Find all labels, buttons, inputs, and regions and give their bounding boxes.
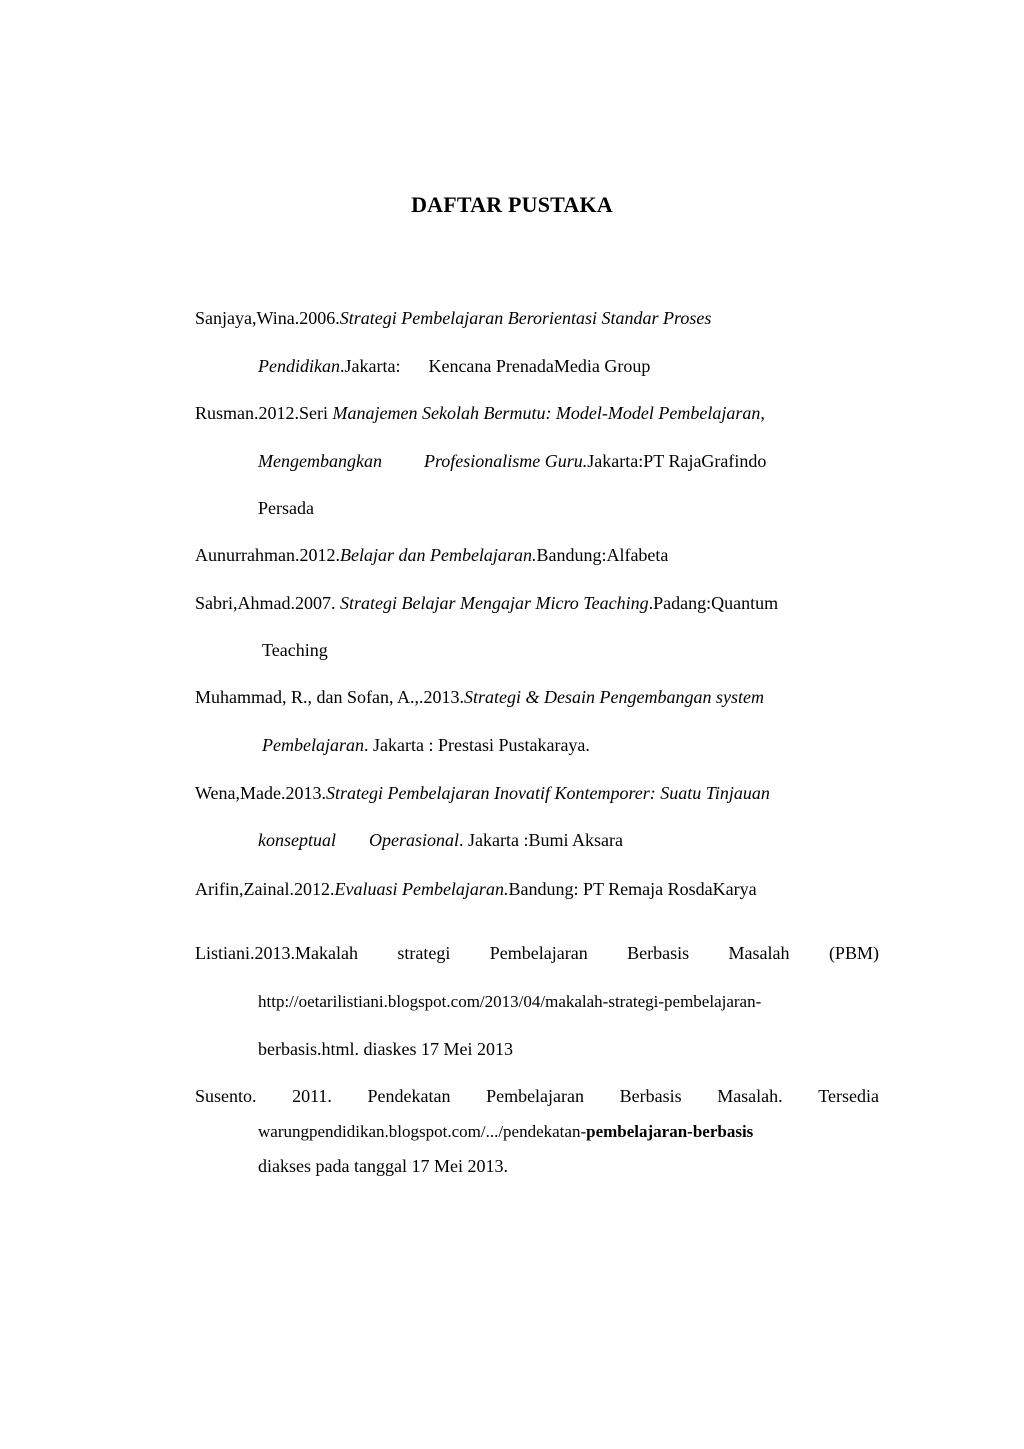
ref-susento-line-3: diakses pada tanggal 17 Mei 2013. xyxy=(258,1156,508,1176)
ref-publisher: . Jakarta :Bumi Aksara xyxy=(459,830,623,850)
ref-publisher: .Padang:Quantum xyxy=(648,593,779,613)
ref-aunurrahman xyxy=(195,543,668,567)
ref-title: Strategi Pembelajaran Inovatif Kontemporer: Suatu Tinjauan xyxy=(326,783,770,803)
ref-susento-line-1 xyxy=(195,1084,879,1108)
ref-listiani-line-1 xyxy=(195,941,879,965)
ref-word: Masalah. xyxy=(717,1086,783,1106)
ref-rusman-line-1 xyxy=(195,401,765,425)
ref-word: Pembelajaran xyxy=(489,943,588,963)
ref-arifin xyxy=(195,877,757,901)
ref-author-year: Sabri,Ahmad.2007. xyxy=(195,593,340,613)
ref-place: .Jakarta: xyxy=(339,356,401,376)
ref-word: Tersedia xyxy=(818,1086,879,1106)
ref-title-cont-2: Profesionalisme Guru. xyxy=(423,451,588,471)
ref-title-cont: Mengembangkan xyxy=(258,451,382,471)
ref-author-year: Rusman.2012.Seri xyxy=(195,403,333,423)
ref-word: Susento. xyxy=(195,1086,257,1106)
ref-word: Pendekatan xyxy=(367,1086,451,1106)
ref-title-cont: Pendidikan xyxy=(258,356,340,376)
ref-title: Evaluasi Pembelajaran. xyxy=(334,879,509,899)
ref-listiani-line-3: berbasis.html. diaskes 17 Mei 2013 xyxy=(258,1039,513,1059)
ref-sabri-line-1 xyxy=(195,591,778,615)
ref-word: Berbasis xyxy=(619,1086,682,1106)
ref-author-year: Muhammad, R., dan Sofan, A.,.2013. xyxy=(195,687,464,707)
ref-sabri-line-2: Teaching xyxy=(262,640,328,660)
ref-word: Masalah xyxy=(728,943,790,963)
ref-word: (PBM) xyxy=(828,943,879,963)
ref-word: Listiani.2013.Makalah xyxy=(195,943,358,963)
ref-wena-line-2 xyxy=(258,828,623,852)
ref-url-bold: pembelajaran-berbasis xyxy=(586,1122,754,1141)
ref-word: Pembelajaran xyxy=(486,1086,585,1106)
ref-muhammad-line-2 xyxy=(262,733,590,757)
ref-rusman-line-3: Persada xyxy=(258,498,314,518)
ref-publisher: Bandung:Alfabeta xyxy=(536,545,669,565)
ref-word: strategi xyxy=(397,943,451,963)
ref-muhammad-line-1 xyxy=(195,685,764,709)
ref-publisher: . Jakarta : Prestasi Pustakaraya. xyxy=(363,735,590,755)
ref-author-year: Sanjaya,Wina.2006. xyxy=(195,308,340,328)
ref-sanjaya-line-2 xyxy=(258,354,650,378)
ref-url-text: warungpendidikan.blogspot.com/.../pendekatan- xyxy=(258,1122,587,1141)
ref-title: Belajar dan Pembelajaran. xyxy=(339,545,537,565)
ref-title: Strategi Belajar Mengajar Micro Teaching xyxy=(339,593,649,613)
ref-title: Strategi & Desain Pengembangan system xyxy=(463,687,764,707)
ref-listiani-url[interactable]: http://oetarilistiani.blogspot.com/2013/04/makalah-strategi-pembelajaran- xyxy=(258,992,762,1011)
ref-rusman-line-2 xyxy=(258,449,766,473)
ref-word: 2011. xyxy=(292,1086,332,1106)
ref-title: Strategi Pembelajaran Berorientasi Standar Proses xyxy=(339,308,712,328)
ref-publisher: Kencana PrenadaMedia Group xyxy=(428,356,651,376)
ref-author-year: Aunurrahman.2012. xyxy=(195,545,340,565)
ref-author-year: Arifin,Zainal.2012. xyxy=(195,879,335,899)
ref-title-cont: konseptual xyxy=(258,830,336,850)
ref-susento-url[interactable] xyxy=(258,1120,753,1144)
ref-title-cont: Pembelajaran xyxy=(262,735,364,755)
ref-publisher: Bandung: PT Remaja RosdaKarya xyxy=(508,879,757,899)
ref-word: Berbasis xyxy=(627,943,690,963)
ref-wena-line-1 xyxy=(195,781,770,805)
ref-title: Manajemen Sekolah Bermutu: Model-Model Pembelajaran, xyxy=(332,403,765,423)
ref-sanjaya-line-1 xyxy=(195,306,711,330)
page-title: DAFTAR PUSTAKA xyxy=(411,192,613,217)
ref-author-year: Wena,Made.2013. xyxy=(195,783,327,803)
ref-title-cont-2: Operasional xyxy=(369,830,459,850)
ref-publisher: Jakarta:PT RajaGrafindo xyxy=(587,451,767,471)
